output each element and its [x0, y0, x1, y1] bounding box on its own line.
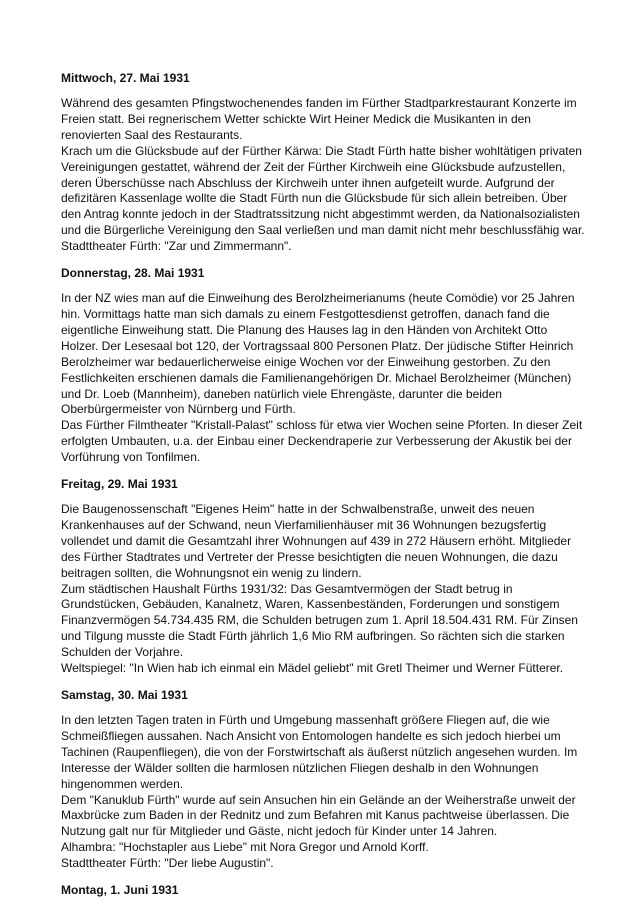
- entry-text-line: Maxbrücke zum Baden in der Rednitz und zum Befahren mit Kanus pachtweise überlassen. Die: [61, 808, 570, 823]
- diary-entry: [61, 882, 621, 898]
- entry-text-line: Das Fürther Filmtheater "Kristall-Palast" schloss für etwa vier Wochen seine Pforten. In dieser Zeit: [61, 418, 583, 433]
- entry-text-line: Freien statt. Bei regnerischem Wetter schickte Wirt Heiner Medick die Musikanten in den: [61, 111, 531, 126]
- entry-text-line: Weltspiegel: "In Wien hab ich einmal ein Mädel geliebt" mit Gretl Theimer und Werner Fütterer.: [61, 661, 564, 676]
- entry-text-line: Interesse der Wälder sollten die harmlosen nützlichen Fliegen deshalb in den Wohnungen: [61, 760, 539, 775]
- entry-text-line: erfolgten Umbauten, u.a. der Einbau einer Deckendraperie zur Verbesserung der Akustik bei der: [61, 434, 572, 449]
- entry-text-line: beitragen sollten, die Wohnungsnot ein wenig zu lindern.: [61, 565, 362, 580]
- entry-text-line: Die Baugenossenschaft "Eigenes Heim" hatte in der Schwalbenstraße, unweit des neuen: [61, 502, 535, 517]
- document-page: [61, 70, 621, 908]
- entry-text-line: eigentliche Einweihung statt. Die Planung des Hauses lag in den Händen von Architekt Otto: [61, 322, 548, 337]
- entry-text-line: Oberbürgermeister von Nürnberg und Fürth.: [61, 402, 296, 417]
- entry-text-line: den Antrag konnte jedoch in der Stadtratssitzung nicht abgestimmt werden, da Nationalsozialisten: [61, 207, 580, 222]
- entry-text-line: hin. Vormittags hatte man sich damals zu einem Festgottesdienst getroffen, danach fand die: [61, 306, 550, 321]
- entry-text-line: und Tilgung musste die Stadt Fürth jährlich 1,6 Mio RM aufbringen. So rächten sich die starken: [61, 629, 565, 644]
- entry-text-line: Finanzvermögen 54.734.435 RM, die Schulden betrugen zum 1. April 18.504.431 RM. Für Zinsen: [61, 613, 578, 628]
- entry-text-line: und Dr. Loeb (Mannheim), daneben natürlich viele Ehrengäste, darunter die beiden: [61, 386, 502, 401]
- entry-text-line: Krankenhauses auf der Schwand, neun Vierfamilienhäuser mit 36 Wohnungen bezugsfertig: [61, 517, 547, 532]
- entry-text-line: Festlichkeiten erschienen damals die Familienangehörigen Dr. Michael Berolzheimer (München): [61, 370, 572, 385]
- entry-text-line: defizitären Kassenlage wollte die Stadt Fürth nun die Glücksbude für sich allein betreiben. Über: [61, 191, 568, 206]
- entry-text-line: und die Bürgerliche Vereinigung den Saal verließen und man damit nicht mehr beschlussfähig war.: [61, 223, 585, 238]
- entry-text-line: deren Überschüsse nach Abschluss der Kirchweih unter ihnen aufgeteilt wurde. Aufgrund der: [61, 175, 555, 190]
- entry-date-heading: Freitag, 29. Mai 1931: [61, 477, 178, 492]
- entry-text-line: Dem "Kanuklub Fürth" wurde auf sein Ansuchen hin ein Gelände an der Weiherstraße unweit der: [61, 792, 576, 807]
- entry-text-line: Tachinen (Raupenfliegen), die von der Forstwirtschaft als äußerst nützlich angesehen wurden. Im: [61, 744, 578, 759]
- entry-text-line: In den letzten Tagen traten in Fürth und Umgebung massenhaft größere Fliegen auf, die wie: [61, 713, 550, 727]
- entry-date-heading: Montag, 1. Juni 1931: [61, 883, 179, 898]
- diary-entry: [61, 265, 621, 466]
- entry-text-line: Vereinigungen gestattet, während der Zeit der Fürther Kirchweih eine Glücksbude aufzustellen,: [61, 159, 566, 174]
- entry-date-heading: Mittwoch, 27. Mai 1931: [61, 71, 190, 85]
- entry-text-line: hingenommen werden.: [61, 776, 184, 791]
- entry-text-line: Schulden der Vorjahre.: [61, 645, 184, 660]
- entry-text-line: renovierten Saal des Restaurants.: [61, 127, 243, 142]
- entry-text-line: Alhambra: "Hochstapler aus Liebe" mit Nora Gregor und Arnold Korff.: [61, 840, 429, 855]
- entry-text-line: Grundstücken, Gebäuden, Kanalnetz, Waren, Kassenbeständen, Forderungen und sonstigem: [61, 597, 560, 612]
- entry-text-line: vollendet und damit die Gesamtzahl ihrer Wohnungen auf 439 in 272 Häusern erhöht. Mitglieder: [61, 533, 572, 548]
- entry-text-line: Stadttheater Fürth: "Zar und Zimmermann".: [61, 239, 292, 254]
- entry-text-line: Berolzheimer war bedauerlicherweise einige Wochen vor der Einweihung gestorben. Zu den: [61, 354, 551, 369]
- entry-text-line: Krach um die Glücksbude auf der Fürther Kärwa: Die Stadt Fürth hatte bisher wohltätigen privaten: [61, 143, 582, 158]
- entry-text-line: Nutzung galt nur für Mitglieder und Gäste, nicht jedoch für Kinder unter 14 Jahren.: [61, 824, 498, 839]
- entry-text-line: Schmeißfliegen aussahen. Nach Ansicht von Entomologen handelte es sich jedoch hierbei um: [61, 728, 561, 743]
- entry-date-heading: Donnerstag, 28. Mai 1931: [61, 266, 205, 281]
- entry-date-heading: Samstag, 30. Mai 1931: [61, 688, 188, 702]
- diary-entry: [61, 687, 621, 872]
- entry-text-line: Stadttheater Fürth: "Der liebe Augustin".: [61, 856, 274, 871]
- entry-text-line: Während des gesamten Pfingstwochenendes fanden im Fürther Stadtparkrestaurant Konzerte im: [61, 96, 577, 110]
- diary-entry: [61, 70, 621, 255]
- diary-entry: [61, 476, 621, 677]
- entry-text-line: des Fürther Stadtrates und Vertreter der Presse besichtigten die neuen Wohnungen, die dazu: [61, 549, 558, 564]
- entry-text-line: In der NZ wies man auf die Einweihung des Berolzheimerianums (heute Comödie) vor 25 Jahren: [61, 291, 575, 306]
- entry-text-line: Holzer. Der Lesesaal bot 120, der Vortragssaal 800 Personen Platz. Der jüdische Stifter Heinrich: [61, 338, 574, 353]
- entry-text-line: Vorführung von Tonfilmen.: [61, 450, 201, 465]
- entry-text-line: Zum städtischen Haushalt Fürths 1931/32: Das Gesamtvermögen der Stadt betrug in: [61, 581, 513, 596]
